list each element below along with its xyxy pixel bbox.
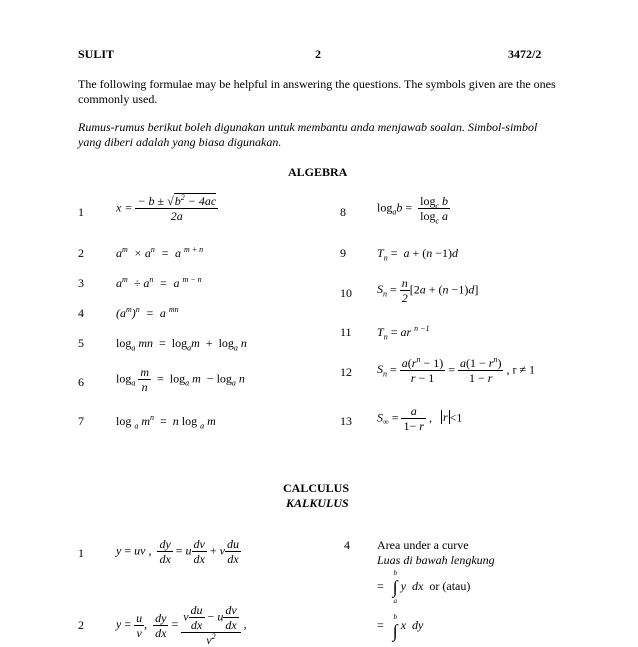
calculus-title: CALCULUS <box>283 481 350 495</box>
formula-number: 11 <box>340 325 352 339</box>
paper-code: 3472/2 <box>508 47 542 61</box>
area-under-curve-label: Area under a curve <box>377 538 469 552</box>
intro-malay: Rumus-rumus berikut boleh digunakan untuk membantu anda menjawab soalan. Simbol-simbol yang diberi adalah yang biasa digunakan. <box>78 120 538 149</box>
formula-number: 8 <box>340 205 346 219</box>
formula-number: 4 <box>344 538 350 552</box>
formula-number: 4 <box>78 306 84 320</box>
formula-product-rule: y = uv , $\frac{dy}{dx}$ = u $\frac{dv}{dx}$ + v $\frac{du}{dx}$ <box>116 537 239 566</box>
formula-area-y: = b ∫ x dy <box>377 613 424 641</box>
calculus-title-malay: KALKULUS <box>286 496 349 510</box>
formula-number: 2 <box>78 246 84 260</box>
gp-sum-condition: , r ≠ 1 <box>506 362 536 377</box>
page-number: 2 <box>315 47 321 61</box>
formula-index-divide: $a^m \div a^n = a$ $^{m - n}$ <box>116 275 202 290</box>
formula-number: 7 <box>78 414 84 428</box>
formula-number: 12 <box>340 365 352 379</box>
formula-number: 13 <box>340 414 352 428</box>
formula-area-x: = b ∫ a y dx or (atau) <box>377 569 471 605</box>
formula-ap-term: $T_n = a + (n -1)d$ <box>377 246 458 263</box>
formula-gp-term: $T_n$ = ar $^{n -1}$ <box>377 324 430 342</box>
intro-english: The following formulae may be helpful in answering the questions. The symbols given are the ones commonly used. <box>78 77 556 106</box>
algebra-title: ALGEBRA <box>288 165 348 179</box>
formula-number: 6 <box>78 375 84 389</box>
formula-log-product: $\log_a$ mn = $\log_am + \log_a n$ <box>116 336 247 353</box>
area-under-curve-label-malay: Luas di bawah lengkung <box>377 553 495 567</box>
formula-quadratic: x = $\frac{- b \pm √b^2 - 4ac}{2a}$ <box>116 193 217 223</box>
formula-index-power: $(a^m)^n = a$ $^{mn}$ <box>116 305 179 320</box>
formula-index-multiply: $a^m \times a^n = a$ $^{m + n}$ <box>116 245 204 260</box>
formula-log-power: log $_a$ $m^n = n$ log $_a$ m <box>116 413 216 431</box>
formula-quotient-rule: y = $\frac{u}{v}$ , $\frac{dy}{dx}$ = v $\frac{du}{dx}$ − u $\frac{dv}{dx}$ $v^2$ , <box>116 603 247 647</box>
formula-number: 2 <box>78 618 84 632</box>
gp-infinity-comma: , <box>428 410 432 425</box>
formula-log-quotient: $\log_a$ $\frac{m}{n}$ = $\log_a m - \log_a n$ <box>116 365 245 394</box>
formula-number: 3 <box>78 276 84 290</box>
formula-gp-infinity: $S_\infty$ = $\frac{a}{1- r}$ , r <1 <box>377 404 463 433</box>
formula-ap-sum: $S_n$ = $\frac{n}{2}$ [2a + (n −1)d] <box>377 276 479 305</box>
formula-number: 9 <box>340 246 346 260</box>
formula-number: 1 <box>78 546 84 560</box>
formula-number: 5 <box>78 336 84 350</box>
formula-change-base: $\log_ab$ = $\frac{\log_c b}{\log_c a}$ <box>377 194 449 226</box>
or-text: or (atau) <box>429 578 471 593</box>
formula-number: 1 <box>78 205 84 219</box>
header-left: SULIT <box>78 47 115 61</box>
formula-number: 10 <box>340 286 352 300</box>
formula-gp-sum: $S_n$ = $\frac{a(r^n - 1)}{r - 1}$ = $\frac{a(1 - r^n)}{1 - r}$ , r ≠ 1 <box>377 355 536 385</box>
